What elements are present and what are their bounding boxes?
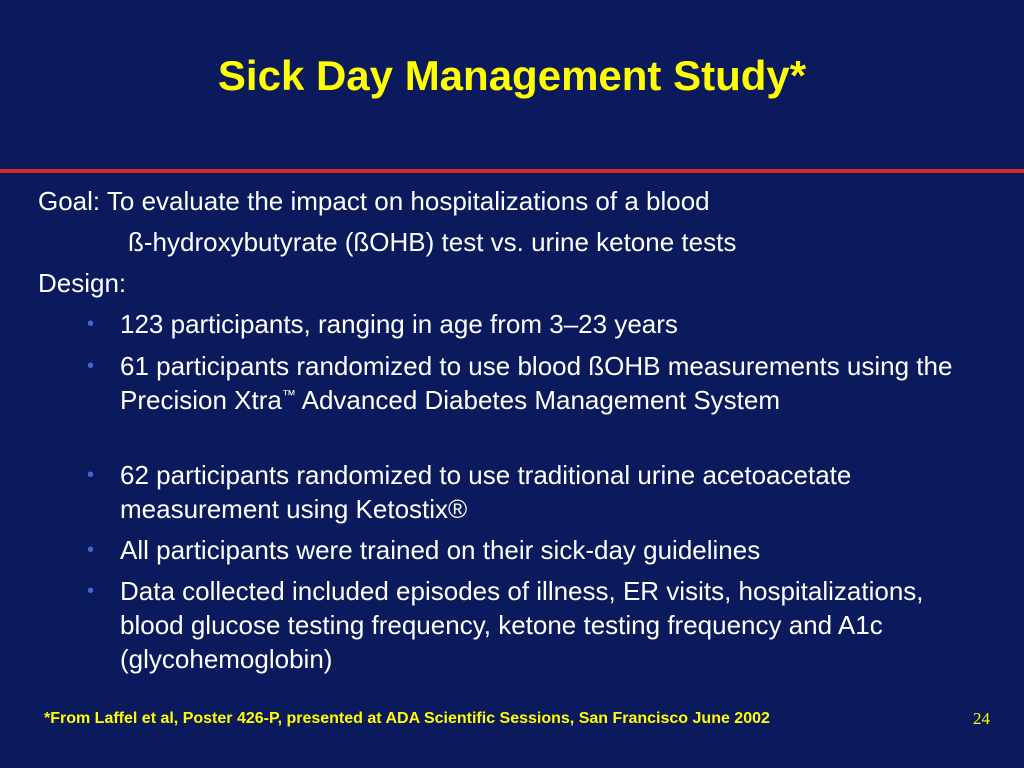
bullet-text: 62 participants randomized to use traditional urine acetoacetate measurement using Ketostix® [120,460,852,524]
goal-continuation: ß-hydroxybutyrate (ßOHB) test vs. urine ketone tests [128,227,737,257]
goal-text: Goal: To evaluate the impact on hospitalizations of a blood [38,186,710,216]
bullet-text-main: 61 participants randomized to use blood ßOHB measurements using the Precision Xtra [120,351,953,415]
bullet-icon: • [87,580,95,602]
footnote: *From Laffel et al, Poster 426-P, presented at ADA Scientific Sessions, San Francisco June 2002 [44,710,770,727]
bullet-item [87,533,990,567]
bullet-item [87,458,990,526]
slide-title: Sick Day Management Study* [217,52,807,99]
bullet-text: 123 participants, ranging in age from 3–23 years [120,309,678,339]
bullet-item [87,349,990,417]
bullet-icon: • [87,464,95,486]
page-number: 24 [973,709,990,728]
bullet-icon: • [87,355,95,377]
design-label: Design: [38,268,127,298]
bullet-text: Data collected included episodes of illness, ER visits, hospitalizations, blood glucose testing frequency, ketone testing frequency and A1c (glycohemoglobin) [120,576,924,674]
bullet-text [120,349,990,417]
bullet-icon: • [87,313,95,335]
bullet-text-suffix: Advanced Diabetes Management System [295,385,781,415]
bullet-text: All participants were trained on their sick-day guidelines [120,535,761,565]
title-divider [0,169,1024,173]
bullet-item [87,307,990,341]
bullet-item [87,574,990,676]
bullet-icon: • [87,539,95,561]
trademark-symbol: ™ [281,386,296,403]
